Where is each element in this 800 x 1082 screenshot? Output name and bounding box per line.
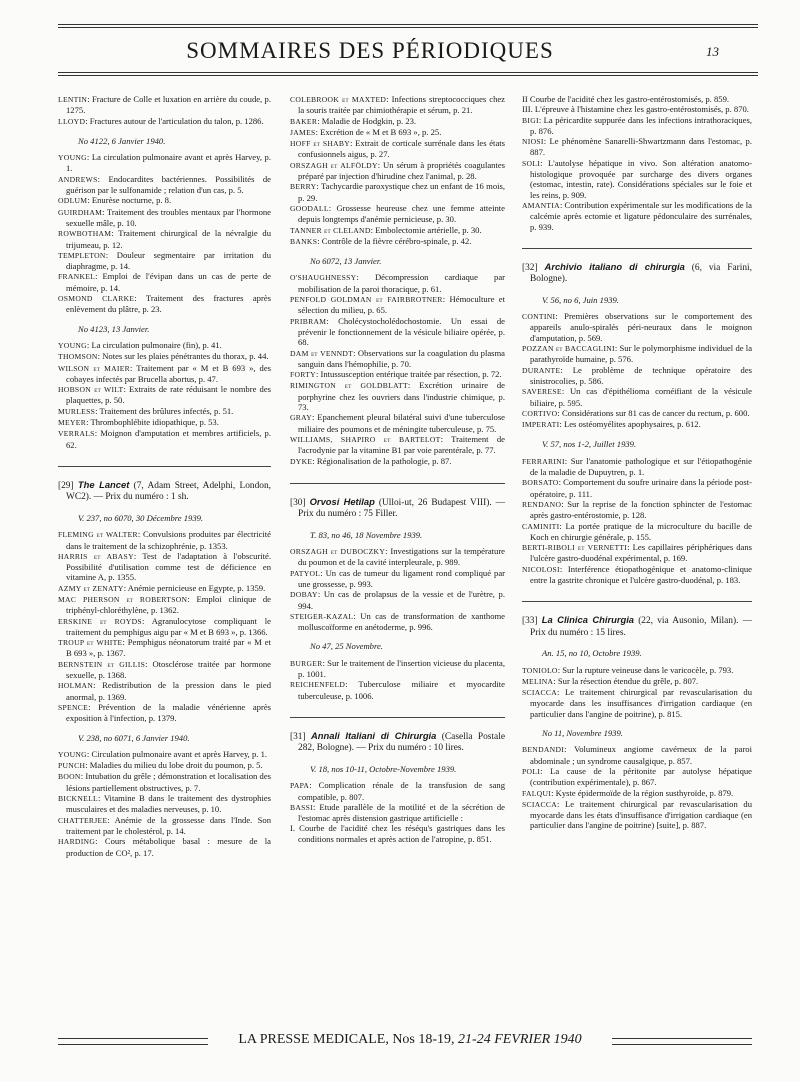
article-entry <box>58 593 271 616</box>
article-author: STEIGER-KAZAL <box>290 611 354 621</box>
journal-details: (Casella Postale 282, Bologne). — Prix du numéro : 10 lires. <box>298 731 505 754</box>
article-entry <box>290 202 505 225</box>
article-title: : Traitement chirurgical de la névralgie du trijumeau, p. 12. <box>66 228 271 250</box>
article-entry <box>58 94 271 116</box>
article-entry <box>290 94 505 116</box>
article-entry <box>290 780 505 802</box>
article-author: HOFF et SHABY <box>290 139 351 149</box>
article-entry <box>290 546 505 568</box>
article-title: : Agranulocytose compliquant le traitement du pemphigus aigu par « M et B 693 », p. 1366. <box>66 615 271 637</box>
article-author: OSMOND CLARKE <box>58 294 135 304</box>
article-title: : Traitement des brûlures infectés, p. 51. <box>95 405 234 416</box>
article-entry <box>290 455 505 467</box>
article-title: : Endocardites bactériennes. Possibilités de guérison par le sulfonamide ; relation d'un cas, p. 5. <box>66 173 271 196</box>
article-author: CONTINI <box>522 312 556 322</box>
journal-heading <box>290 729 505 755</box>
article-author: THOMSON <box>58 352 98 362</box>
article-entry <box>290 224 505 236</box>
article-title: : Un sérum à propriétés coagulantes préparé par injection d'hirudine chez l'animal, p. 28. <box>298 159 505 182</box>
article-title: : Traitement par « M et B 693 », des cobayes infectés par Brucella abortus, p. 47. <box>66 362 271 384</box>
article-author: DURANTE <box>522 365 561 375</box>
article-author: ANDREWS <box>58 174 98 184</box>
article-title: : Les capillaires périphériques dans l'ulcère gastro-duodénal expérimental, p. 169. <box>530 542 752 564</box>
article-title: : Traitement des troubles mentaux par l'hormone sexuelle mâle, p. 10. <box>66 206 271 228</box>
article-author: ODLUM <box>58 196 88 206</box>
article-entry <box>522 364 752 387</box>
issue-heading: V. 18, nos 10-11, Octobre-Novembre 1939. <box>310 763 457 774</box>
article-title: : Maladies du milieu du lobe droit du poumon, p. 5. <box>85 760 263 771</box>
article-title: : Notes sur les plaies pénétrantes du thorax, p. 44. <box>97 351 269 362</box>
article-entry <box>58 748 271 760</box>
article-entry <box>58 550 271 583</box>
section-separator <box>522 601 752 602</box>
article-author: TEMPLETON <box>58 250 106 260</box>
article-title: : Tachycardie paroxystique chez un enfant de 16 mois, p. 29. <box>298 181 505 203</box>
article-entry <box>522 477 752 499</box>
article-entry <box>58 362 271 385</box>
article-title: : Contrôle de la fièvre cérébro-spinale, p. 42. <box>317 235 472 246</box>
article-title: : Intussusception entérique traitée par résection, p. 72. <box>315 369 502 380</box>
article-author: RENDANO <box>522 499 562 509</box>
footer-date: 21-24 FEVRIER 1940 <box>458 1032 582 1047</box>
article-author: IMPERATI <box>522 420 560 430</box>
article-title: : La cause de la péritonite par autolyse hépatique (contribution expérimentale), p. 867. <box>530 765 752 788</box>
article-title: : Extraits de rate réduisant le nombre des plaquettes, p. 50. <box>66 384 271 406</box>
article-title: : Le phénomène Sanarelli-Shwartzmann dans l'estomac, p. 887. <box>530 136 752 158</box>
journal-number: [30] <box>290 497 306 508</box>
article-author: YOUNG <box>58 153 87 163</box>
article-entry <box>58 249 271 272</box>
footer-right-rule <box>612 1038 752 1045</box>
column-1 <box>58 94 271 858</box>
article-author: ORSZAGH et ALFÖLDY <box>290 160 378 170</box>
article-entry <box>522 455 752 478</box>
article-title: : Le traitement chirurgical par revascularisation du myocarde dans les états d'insuffisance d'irrigation cardiaque (en particulier dans l'angine de poitrine) [suite], p. 887. <box>530 798 752 831</box>
article-entry <box>58 293 271 315</box>
article-author: LENTIN <box>58 95 88 104</box>
article-title: : Pemphigus néonatorum traité par « M et B 693 », p. 1367. <box>66 637 271 659</box>
header-bottom-rule <box>58 72 758 76</box>
article-entry <box>58 115 271 127</box>
article-title: : Maladie de Hodgkin, p. 23. <box>317 115 417 126</box>
article-title: II Courbe de l'acidité chez les gastro-entérostomisés, p. 859. <box>522 94 730 104</box>
journal-details: (22, via Ausonio, Milan). — Prix du numéro : 15 lires. <box>530 616 752 638</box>
article-entry <box>522 136 752 158</box>
issue-heading: V. 237, no 6070, 30 Décembre 1939. <box>78 512 204 523</box>
article-title: : Otosclérose traitée par hormone sexuelle, p. 1368. <box>66 658 271 681</box>
article-author: PENFOLD GOLDMAN et FAIRBROTNER <box>290 295 443 305</box>
article-title: III. L'épreuve à l'histamine chez les gastro-entérostomisés, p. 870. <box>522 104 749 115</box>
article-title: : Etude parallèle de la motilité et de la sécrétion de l'estomac après distension gastrique artificielle : <box>298 801 505 824</box>
journal-number: [33] <box>522 616 538 627</box>
article-entry <box>58 228 271 250</box>
article-author: FRANKEL <box>58 272 96 282</box>
journal-heading <box>522 260 752 286</box>
article-entry <box>58 771 271 793</box>
article-entry <box>522 542 752 564</box>
article-author: SAVERESE <box>522 387 562 397</box>
article-entry <box>522 343 753 365</box>
journal-heading <box>522 614 752 639</box>
article-author: GRAY <box>290 413 313 423</box>
journal-number: [29] <box>58 480 74 491</box>
article-title: : Enurèse nocturne, p. 8. <box>87 195 172 206</box>
article-entry <box>290 657 505 680</box>
article-author: NIOSI <box>522 137 544 147</box>
issue-heading: No 6072, 13 Janvier. <box>310 256 382 267</box>
article-title: : Thrombophlébite idiopathique, p. 53. <box>86 417 219 428</box>
article-title: : Sur le polymorphisme individuel de la parathyroïde humaine, p. 576. <box>530 343 753 365</box>
article-author: COLEBROOK et MAXTED <box>290 95 387 104</box>
article-entry <box>522 386 752 408</box>
article-entry <box>58 529 271 551</box>
top-rule <box>58 24 758 28</box>
article-author: PUNCH <box>58 761 86 771</box>
article-author: TANNER et CLELAND <box>290 225 371 235</box>
article-title: : La circulation pulmonaire (fin), p. 41. <box>86 339 222 350</box>
article-title: : Fracture de Colle et luxation en arrière du coude, p. 1275. <box>66 94 271 116</box>
article-title: I. Courbe de l'acidité chez les réséqu's gastriques dans les conditions normales et après action de l'atropine, p. 851. <box>290 823 505 844</box>
article-title: : Excrétion urinaire de porphyrine chez les ouvriers dans l'industrie chimique, p. 73. <box>298 380 505 413</box>
article-author: MELINA <box>522 676 554 686</box>
article-author: FERRARINI <box>522 456 565 466</box>
article-title: : Un cas de transformation de xanthome molluscoïforme en anétoderme, p. 996. <box>298 610 505 633</box>
article-entry <box>290 115 505 127</box>
article-author: SCIACCA <box>522 799 558 809</box>
article-entry <box>522 687 752 719</box>
journal-heading <box>290 495 506 521</box>
article-entry <box>290 294 506 316</box>
article-author: TONIOLO <box>522 665 558 675</box>
article-entry <box>58 836 271 858</box>
article-title: : Considérations sur 81 cas de cancer du rectum, p. 600. <box>557 407 750 418</box>
journal-title: The Lancet <box>77 478 130 490</box>
article-author: ERSKINE et ROYDS <box>58 616 142 626</box>
article-entry <box>290 159 505 182</box>
article-author: BICKNELL <box>58 794 98 804</box>
article-entry <box>290 181 505 203</box>
article-author: PAPA <box>290 781 310 791</box>
journal-details: (7, Adam Street, Adelphi, London, WC2). — Prix du numéro : 1 sh. <box>66 480 272 503</box>
article-author: CHATTERJEE <box>58 815 108 825</box>
article-author: WILSON et MAIER <box>58 363 131 373</box>
column-2 <box>290 94 505 844</box>
article-author: O'SHAUGHNESSY <box>290 273 357 283</box>
article-title: : Sur l'anatomie pathologique et sur l'étiopathogénie de la maladie de Dupuytren, p. 1. <box>530 455 752 478</box>
article-author: MURLESS <box>58 406 96 416</box>
article-title: : Cours métabolique basal : mesure de la production de CO², p. 17. <box>66 836 271 858</box>
article-author: BANKS <box>290 236 318 246</box>
article-entry <box>522 104 752 115</box>
article-entry <box>58 637 271 659</box>
journal-details: (Ulloi-ut, 26 Budapest VIII). — Prix du numéro : 75 Filler. <box>298 497 506 520</box>
article-entry <box>58 701 271 724</box>
article-title: : Vitamine B dans le traitement des dystrophies musculaires et des maladies nerveuses, p. 10. <box>66 793 271 815</box>
article-entry <box>522 407 752 419</box>
article-author: ORSZAGH et DUBOCZKY <box>290 547 386 557</box>
article-author: AZMY et ZENATY <box>58 583 124 593</box>
article-author: PRIBRAM <box>290 316 327 326</box>
article-entry <box>290 412 505 434</box>
article-entry <box>522 520 752 543</box>
article-entry <box>58 173 271 196</box>
article-title: : Hémoculture et sélection du milieu, p. 65. <box>298 294 506 316</box>
article-author: BAKER <box>290 116 318 126</box>
article-author: YOUNG <box>58 340 87 350</box>
article-author: BIGI <box>522 115 539 125</box>
article-author: HOLMAN <box>58 681 94 691</box>
section-separator <box>290 717 505 718</box>
article-author: FLEMING et WALTER <box>58 530 138 540</box>
article-author: DAM et VENNDT <box>290 348 354 358</box>
article-author: MEYER <box>58 418 87 428</box>
article-title: : Un cas de prolapsus de la vessie et de l'urètre, p. 994. <box>298 589 505 611</box>
footer <box>210 1032 610 1048</box>
article-entry <box>522 498 752 521</box>
article-author: HOBSON et WILT <box>58 385 124 395</box>
issue-heading: V. 57, nos 1-2, Juillet 1939. <box>542 439 637 450</box>
article-entry <box>58 814 271 837</box>
article-title: : Moignon d'amputation et membres artificiels, p. 62. <box>66 428 271 450</box>
issue-heading: An. 15, no 10, Octobre 1939. <box>542 648 642 659</box>
article-author: GUIRDHAM <box>58 207 103 217</box>
article-title: : Comportement du soufre urinaire dans la période post-opératoire, p. 111. <box>530 477 752 499</box>
article-title: : Douleur segmentaire par irritation du diaphragme, p. 14. <box>66 249 271 272</box>
article-entry <box>58 152 271 174</box>
article-author: JAMES <box>290 127 316 137</box>
article-entry <box>290 369 505 380</box>
article-entry <box>58 793 271 815</box>
article-title: : La péricardite suppurée dans les infections intrathoraciques, p. 876. <box>530 114 752 136</box>
article-author: GOODALL <box>290 203 329 213</box>
article-author: REICHENFELD <box>290 680 346 690</box>
article-author: CORTIVO <box>522 408 558 418</box>
article-author: DYKE <box>290 456 313 466</box>
article-entry <box>290 801 505 824</box>
article-author: FORTY <box>290 370 316 380</box>
article-entry <box>290 315 505 348</box>
footer-left-rule <box>58 1038 208 1045</box>
issue-heading: V. 56, no 6, Juin 1939. <box>542 294 619 305</box>
issue-heading: V. 238, no 6071, 6 Janvier 1940. <box>78 732 190 743</box>
article-title: : La circulation pulmonaire avant et après Harvey, p. 1. <box>66 152 271 174</box>
journal-details: (6, via Farini, Bologne). <box>530 262 752 285</box>
article-entry <box>58 195 271 206</box>
journal-title: Orvosi Hetilap <box>309 495 375 507</box>
article-title: : Les ostéomyélites apophysaires, p. 612. <box>559 419 701 430</box>
article-title: : Test de l'adaptation à l'obscurité. Possibilité d'utilisation comme test de déficience en vitamine A, p. 1355. <box>66 550 271 583</box>
article-entry <box>522 798 752 831</box>
article-author: CAMINITI <box>522 521 560 531</box>
article-author: SOLI <box>522 158 541 168</box>
page-title: SOMMAIRES DES PÉRIODIQUES <box>186 38 554 63</box>
article-title: : Intubation du grêle ; démonstration et localisation des lésions partiellement obstructives, p. 7. <box>66 771 271 793</box>
section-separator <box>290 483 505 484</box>
article-entry <box>522 419 752 430</box>
article-title: : Grossesse heureuse chez une femme atteinte depuis longtemps d'anémie pernicieuse, p. 30. <box>298 202 505 225</box>
article-author: RIMINGTON et GOLDBLATT <box>290 381 408 391</box>
article-entry <box>58 658 271 681</box>
journal-number: [31] <box>290 731 306 742</box>
article-author: BERTI-RIBOLI et VERNETTI <box>522 543 628 553</box>
article-title: : Kyste épidermoïde de la région susthyroïde, p. 879. <box>551 787 734 798</box>
article-title: : Traitement des fractures après enlèvement du plâtre, p. 23. <box>66 293 271 315</box>
article-entry <box>290 823 505 844</box>
article-entry <box>290 433 505 456</box>
article-title: : La portée pratique de la microculture du bacille de Koch en chirurgie générale, p. 155. <box>530 520 752 542</box>
article-title: : Volumineux angiome cavérneux de la paroi abdominale ; un syndrome causalgique, p. 857. <box>530 744 752 766</box>
article-author: HARRIS et ABASY <box>58 551 134 561</box>
journal-title: Archivio italiano di chirurgia <box>544 260 685 272</box>
article-author: VERRALS <box>58 429 95 439</box>
article-title: : Un cas de tumeur du ligament rond compliqué par une grossesse, p. 993. <box>298 567 505 589</box>
article-entry <box>522 664 752 676</box>
journal-number: [32] <box>522 262 538 273</box>
article-author: SPENCE <box>58 702 89 712</box>
article-entry <box>522 675 752 687</box>
article-title: : Anémie de la grossesse dans l'Inde. Son traitement par le cholestérol, p. 14. <box>66 814 271 836</box>
article-title: : Le traitement chirurgical par revascularisation du myocarde dans les insuffisances d'irrigation cardiaque (en particulier dans l'angine de poitrine), p. 815. <box>530 687 752 719</box>
issue-heading: No 47, 25 Novembre. <box>310 641 383 652</box>
article-title: : Sur la rupture veineuse dans le varicocèle, p. 793. <box>557 664 734 675</box>
article-title: : Infections streptococciques chez la souris traitée par chimiothérapie et sérum, p. 21. <box>298 94 505 116</box>
article-title: : Anémie pernicieuse en Egypte, p. 1359. <box>123 582 266 593</box>
issue-heading: No 4123, 13 Janvier. <box>78 323 150 334</box>
article-title: : Décompression cardiaque par mobilisation de la paroi thoracique, p. 61. <box>298 272 505 294</box>
article-title: : Complication rénale de la transfusion de sang compatible, p. 807. <box>298 780 505 802</box>
article-title: : Un cas d'épithélioma cornéifiant de la vésicule biliaire, p. 595. <box>530 386 752 408</box>
article-entry <box>522 199 752 232</box>
article-entry <box>290 347 505 370</box>
journal-title: Annali Italiani di Chirurgia <box>311 729 437 741</box>
article-author: POZZAN et BACCAGLINI <box>522 344 615 354</box>
article-entry <box>290 567 505 590</box>
article-entry <box>290 610 505 633</box>
article-entry <box>290 126 505 138</box>
article-entry <box>58 417 271 428</box>
article-title: : Le problème de technique opératoire des sinistrocolies, p. 586. <box>530 364 752 386</box>
article-author: HARDING <box>58 837 96 847</box>
article-author: BURGER <box>290 658 323 668</box>
footer-journal: LA PRESSE MEDICALE, Nos 18-19, <box>238 1032 459 1047</box>
article-entry <box>58 615 271 638</box>
article-author: POLI <box>522 766 541 776</box>
article-entry <box>290 235 505 247</box>
article-author: ROWBOTHAM <box>58 229 112 239</box>
article-title: : Emploi de l'évipan dans un cas de perte de mémoire, p. 14. <box>66 271 271 293</box>
article-entry <box>522 114 752 137</box>
article-title: : Interférence étiopathogénique et anatomo-clinique entre la gastrite chronique et l'ulcère gastro-duodénal, p. 183. <box>530 563 752 585</box>
article-author: MAC PHERSON et ROBERTSON <box>58 594 188 604</box>
article-author: TROUP et WHITE <box>58 638 123 648</box>
article-author: BOON <box>58 772 81 782</box>
article-entry <box>290 272 505 294</box>
article-author: AMANTIA <box>522 200 560 210</box>
article-title: : Contribution expérimentale sur les modifications de la calcémie après ectomie et ligature pédonculaire des surrénales, p. 939. <box>530 199 752 232</box>
article-entry <box>522 765 752 788</box>
article-title: : Cholécystocholédochostomie. Un essai de prévenir le fonctionnement de la vésicule biliaire opérée, p. 68. <box>298 315 505 348</box>
article-title: : Fractures autour de l'articulation du talon, p. 1286. <box>85 115 264 126</box>
article-title: : Circulation pulmonaire avant et après Harvey, p. 1. <box>86 748 268 759</box>
article-title: : Régionalisation de la pathologie, p. 87. <box>312 455 452 466</box>
article-title: : Excrétion de « M et B 693 », p. 25. <box>315 126 442 137</box>
article-entry <box>522 311 752 343</box>
article-entry <box>58 206 271 229</box>
article-title: : Traitement de l'acrodynie par la vitamine B1 par voie parentérale, p. 77. <box>298 433 505 456</box>
article-title: : Embolectomie artérielle, p. 30. <box>370 224 482 235</box>
article-entry <box>290 679 505 701</box>
article-entry <box>58 760 271 771</box>
article-title: : Epanchement pleural bilatéral suivi d'une tuberculose miliaire des poumons et de méningite tuberculeuse, p. 75. <box>298 412 505 434</box>
column-3 <box>522 94 752 831</box>
article-entry <box>522 94 752 104</box>
issue-heading: No 11, Novembre 1939. <box>542 728 623 739</box>
issue-heading: No 4122, 6 Janvier 1940. <box>78 135 166 146</box>
article-author: BASSI <box>290 802 314 812</box>
article-entry <box>522 744 752 766</box>
article-entry <box>522 787 752 799</box>
article-entry <box>522 563 752 586</box>
article-title: : Sur le traitement de l'insertion vicieuse du placenta, p. 1001. <box>298 657 505 680</box>
article-entry <box>58 339 271 351</box>
article-entry <box>290 138 505 160</box>
article-entry <box>58 428 271 450</box>
article-entry <box>58 351 271 362</box>
article-author: BERRY <box>290 182 317 192</box>
article-author: BORSATO <box>522 478 559 488</box>
article-entry <box>58 384 271 406</box>
article-title: : Convulsions produites par électricité dans le traitement de la schizophrénie, p. 1353. <box>66 529 271 551</box>
article-author: PATYOL <box>290 568 321 578</box>
article-entry <box>58 680 271 702</box>
article-author: SCIACCA <box>522 688 558 698</box>
issue-heading: T. 83, no 46, 18 Novembre 1939. <box>310 529 423 540</box>
article-title: : Prévention de la maladie vénérienne après exposition à l'infection, p. 1379. <box>66 701 271 724</box>
article-entry <box>58 582 271 594</box>
article-title: : Investigations sur la température du poumon et de la cavité interpleurale, p. 989. <box>298 546 505 568</box>
article-title: : Premières observations sur le comportement des appareils anulo-spiralés péri-neuraux dans le moignon d'amputation, p. 569. <box>530 311 752 343</box>
article-title: : Emploi clinique de triphényl-chloréthylène, p. 1362. <box>66 593 271 616</box>
journal-title: La Clinica Chirurgia <box>541 614 635 626</box>
article-title: : Tuberculose miliaire et myocardite tuberculeuse, p. 1006. <box>298 679 505 701</box>
article-title: : Sur la résection étendue du grêle, p. 807. <box>553 675 699 686</box>
article-title: : Sur la reprise de la fonction sphincter de l'estomac après gastro-entérostomie, p. 128. <box>530 498 752 521</box>
article-entry <box>290 380 505 413</box>
article-entry <box>290 589 505 611</box>
article-author: LLOYD <box>58 116 86 126</box>
article-title: : Extrait de corticale surrénale dans les états confusionnels aigus, p. 27. <box>298 138 505 160</box>
section-separator <box>522 248 752 249</box>
page-number: 13 <box>706 44 719 59</box>
article-author: NICOLOSI <box>522 564 560 574</box>
article-author: BENDANDI <box>522 745 565 755</box>
article-author: FALQUI <box>522 788 552 798</box>
article-title: : Observations sur la coagulation du plasma sanguin dans l'hémophilie, p. 70. <box>298 347 505 369</box>
article-entry <box>58 405 271 417</box>
article-entry <box>522 157 752 200</box>
article-author: WILLIAMS, SHAPIRO et BARTELOT <box>290 434 441 444</box>
section-separator <box>58 466 271 467</box>
journal-heading <box>58 478 272 504</box>
article-author: DOBAY <box>290 590 318 600</box>
article-author: YOUNG <box>58 749 87 759</box>
article-title: : L'autolyse hépatique in vivo. Son altération anatomo-histologique provoquée par surcharge des divers organes (estomac, intestin, rate). Considérations spéciales sur le foie et les reins, p. 909. <box>530 157 752 200</box>
article-title: : Redistribution de la pression dans le pied anormal, p. 1369. <box>66 680 271 702</box>
article-entry <box>58 271 271 293</box>
article-author: BERNSTEIN et GILLIS <box>58 659 146 669</box>
